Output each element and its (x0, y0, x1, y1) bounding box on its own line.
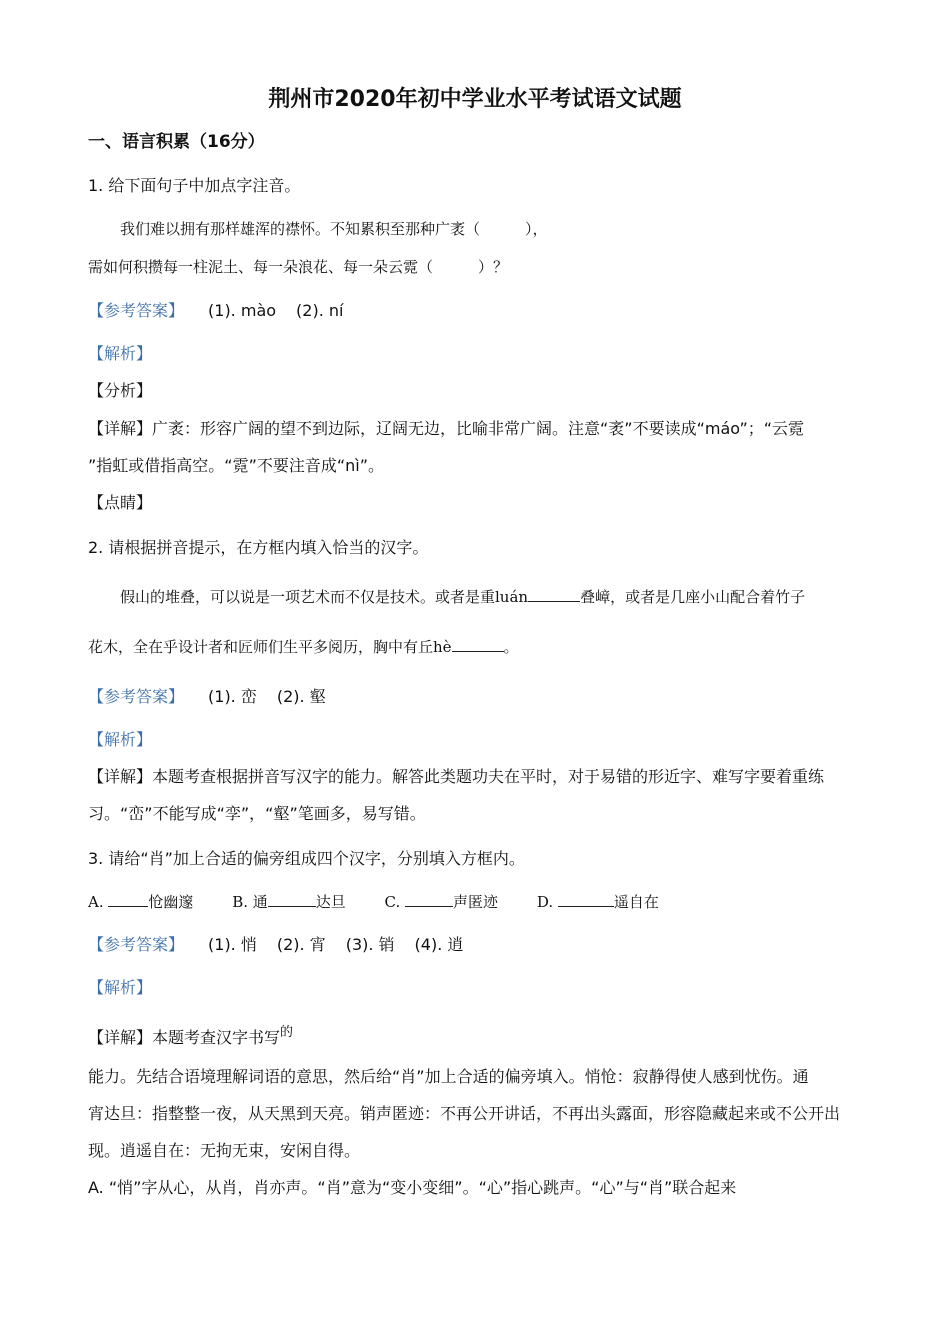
answer-label: 【参考答案】 (88, 687, 185, 706)
question-3-detail-line-3: 宵达旦：指整整一夜，从天黑到天亮。销声匿迹：不再公开讲话，不再出头露面，形容隐藏起来或不公开出 (88, 1104, 841, 1123)
answer-item: (1). 悄 (208, 935, 257, 954)
answer-item: (2). ní (296, 301, 344, 320)
answer-item: (2). 宵 (276, 935, 326, 954)
answer-label: 【参考答案】 (88, 935, 185, 954)
question-1-detail-line-2: ”指虹或借指高空。“霓”不要注音成“nì”。 (88, 456, 385, 475)
question-1-detail-line-1: 【详解】广袤：形容广阔的望不到边际，辽阔无边，比喻非常广阔。注意“袤”不要读成“máo”；“云霓 (88, 419, 805, 438)
answer-item: (4). 逍 (414, 935, 464, 954)
question-3-detail-line-4: 现。逍遥自在：无拘无束，安闲自得。 (88, 1141, 361, 1160)
question-3-detail-line-2: 能力。先结合语境理解词语的意思，然后给“肖”加上合适的偏旁填入。悄怆：寂静得使人感到忧伤。通 (88, 1067, 809, 1086)
question-2-passage-line-2 (88, 636, 863, 658)
question-3-answer (88, 934, 863, 956)
option-d: D. 遥自在 (536, 893, 659, 911)
question-1-prompt: 1. 给下面句子中加点字注音。 (88, 176, 301, 195)
question-3-options (88, 891, 863, 913)
answer-item: (1). mào (208, 301, 277, 320)
passage-text: 假山的堆叠，可以说是一项艺术而不仅是技术。或者是重luán (120, 588, 529, 606)
fill-blank (558, 891, 614, 907)
question-3-prompt: 3. 请给“肖”加上合适的偏旁组成四个汉字，分别填入方框内。 (88, 849, 525, 868)
fill-blank (108, 891, 148, 907)
passage-text: 叠嶂，或者是几座小山配合着竹子 (580, 588, 806, 606)
document-title: 荆州市2020年初中学业水平考试语文试题 (268, 87, 682, 112)
question-2-detail-line-2: 习。“峦”不能写成“孪”，“壑”笔画多，易写错。 (88, 804, 426, 823)
option-a: A. 怆幽邃 (88, 893, 194, 911)
fill-blank (528, 586, 580, 602)
dianjing-label: 【点睛】 (88, 493, 153, 512)
fenxi-label: 【分析】 (88, 381, 153, 400)
question-1-answer (88, 300, 863, 322)
fill-blank (405, 891, 453, 907)
superscript-char: 的 (280, 1025, 294, 1040)
question-1-passage-line-1: 我们难以拥有那样雄浑的襟怀。不知累积至那种广袤（ ）， (120, 220, 548, 238)
question-2-passage-line-1 (120, 586, 895, 608)
question-1-passage-line-2: 需如何积攒每一柱泥土、每一朵浪花、每一朵云霓（ ）？ (88, 258, 509, 276)
question-2-detail-line-1: 【详解】本题考查根据拼音写汉字的能力。解答此类题功夫在平时，对于易错的形近字、难写字要着重练 (88, 767, 825, 786)
answer-item: (1). 峦 (208, 687, 257, 706)
passage-text: 花木，全在乎设计者和匠师们生平多阅历，胸中有丘hè (88, 638, 452, 656)
question-3-detail-line-1: 【详解】本题考查汉字书写$^的$ (88, 1025, 294, 1047)
fill-blank (268, 891, 316, 907)
question-2-prompt: 2. 请根据拼音提示，在方框内填入恰当的汉字。 (88, 538, 429, 557)
answer-label: 【参考答案】 (88, 301, 185, 320)
passage-text: 。 (503, 638, 519, 656)
analysis-label: 【解析】 (88, 978, 153, 997)
answer-item: (3). 销 (345, 935, 395, 954)
option-b: B. 通 达旦 (232, 893, 346, 911)
question-3-detail-line-5: A. “悄”字从心，从肖，肖亦声。“肖”意为“变小变细”。“心”指心跳声。“心”与“肖”联合起来 (88, 1178, 737, 1197)
answer-item: (2). 壑 (276, 687, 326, 706)
fill-blank (452, 636, 504, 652)
analysis-label: 【解析】 (88, 730, 153, 749)
section-heading: 一、语言积累（16分） (88, 132, 265, 152)
analysis-label: 【解析】 (88, 344, 153, 363)
question-2-answer (88, 686, 863, 708)
option-c: C. 声匿迹 (384, 893, 499, 911)
